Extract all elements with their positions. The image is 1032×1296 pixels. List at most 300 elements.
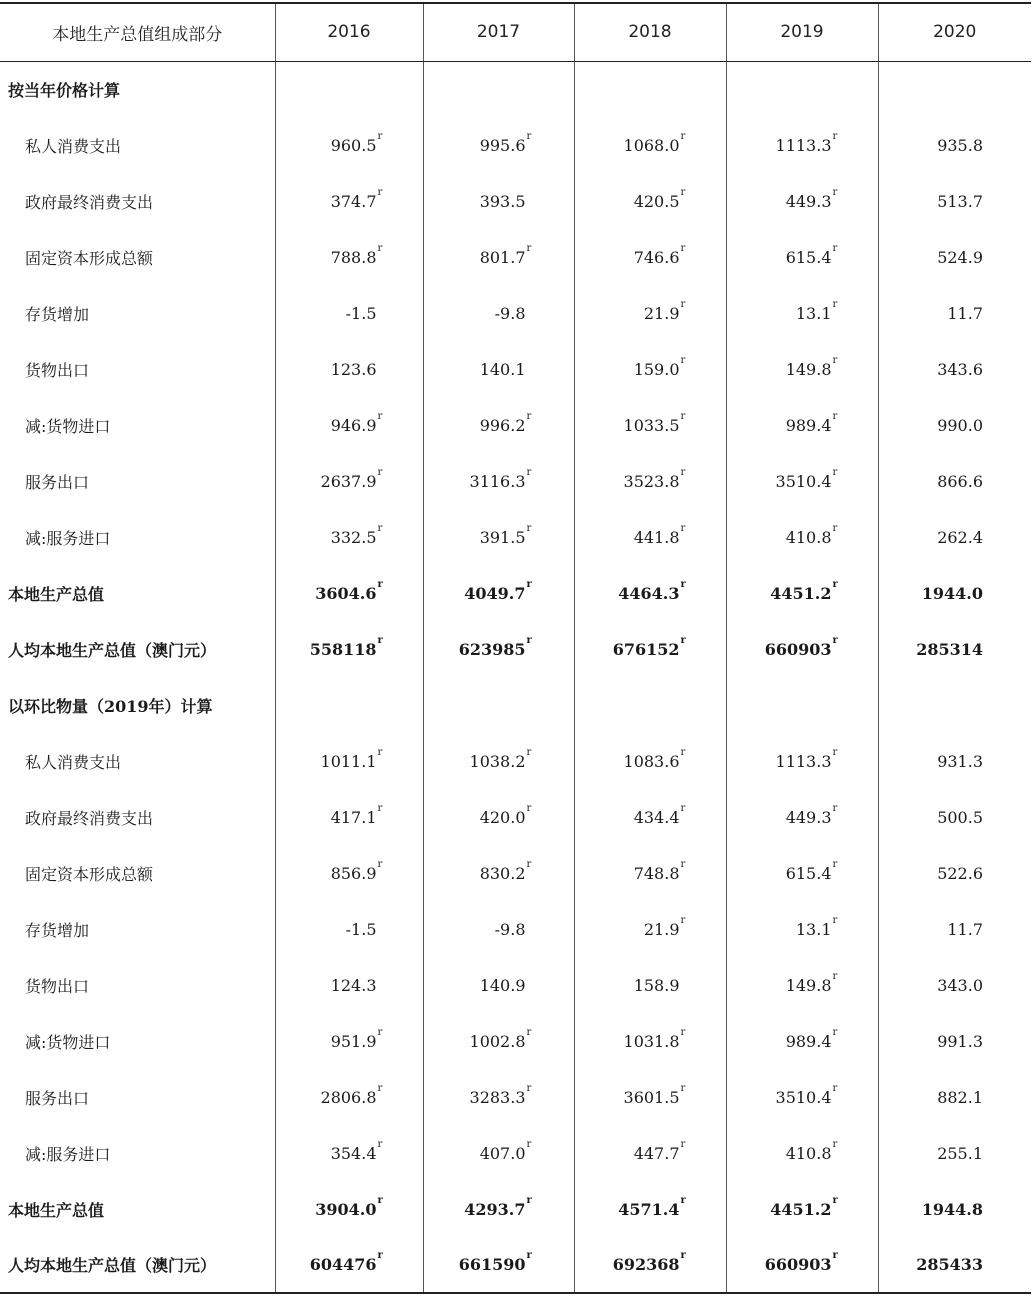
value-cell xyxy=(878,1125,1031,1181)
header-year: 2017 xyxy=(423,3,574,61)
revised-mark: r xyxy=(832,970,838,982)
value-cell xyxy=(423,453,574,509)
value-wrap xyxy=(346,920,377,939)
cell-value: 3601.5 xyxy=(623,1087,680,1107)
row-label: 减:货物进口 xyxy=(0,1013,275,1069)
value-wrap xyxy=(937,528,983,547)
value-cell xyxy=(726,621,878,677)
value-wrap xyxy=(785,970,838,995)
value-wrap xyxy=(937,472,983,491)
revised-mark: r xyxy=(832,1194,838,1206)
value-cell xyxy=(726,117,878,173)
cell-value: 3510.4 xyxy=(775,471,832,491)
value-cell xyxy=(726,285,878,341)
cell-value: 1944.0 xyxy=(921,583,983,603)
revised-mark: r xyxy=(680,858,686,870)
revised-mark: r xyxy=(526,1194,532,1206)
cell-value: 123.6 xyxy=(330,359,377,379)
value-cell xyxy=(423,285,574,341)
revised-mark: r xyxy=(377,1026,383,1038)
header-row xyxy=(0,3,1031,61)
value-cell xyxy=(423,901,574,957)
value-cell xyxy=(574,1013,726,1069)
value-cell xyxy=(878,957,1031,1013)
cell-value: 262.4 xyxy=(937,527,983,547)
value-wrap xyxy=(633,242,686,267)
value-cell xyxy=(726,1013,878,1069)
cell-value: 558118 xyxy=(309,639,377,659)
value-cell xyxy=(574,901,726,957)
revised-mark: r xyxy=(680,578,686,590)
value-cell xyxy=(726,1237,878,1293)
value-wrap xyxy=(469,1026,532,1051)
value-wrap xyxy=(330,802,383,827)
value-cell xyxy=(726,733,878,789)
revised-mark: r xyxy=(832,1082,838,1094)
revised-mark: r xyxy=(680,1082,686,1094)
cell-value: 2806.8 xyxy=(320,1087,377,1107)
value-wrap xyxy=(775,466,838,491)
revised-mark: r xyxy=(680,1194,686,1206)
cell-value: 255.1 xyxy=(937,1143,983,1163)
cell-value: 991.3 xyxy=(937,1031,983,1051)
value-cell xyxy=(726,845,878,901)
row-label: 固定资本形成总额 xyxy=(0,845,275,901)
cell-value: 524.9 xyxy=(937,247,983,267)
value-cell xyxy=(423,1125,574,1181)
row-label: 减:服务进口 xyxy=(0,1125,275,1181)
cell-value: 3510.4 xyxy=(775,1087,832,1107)
value-wrap xyxy=(320,1082,383,1107)
value-cell xyxy=(275,1125,423,1181)
table-row xyxy=(0,901,1031,957)
value-cell xyxy=(574,1237,726,1293)
cell-value: 4293.7 xyxy=(464,1199,526,1219)
revised-mark: r xyxy=(680,1138,686,1150)
value-cell xyxy=(423,789,574,845)
value-cell xyxy=(275,1237,423,1293)
cell-value: 1031.8 xyxy=(623,1031,680,1051)
value-cell xyxy=(574,845,726,901)
value-wrap xyxy=(937,416,983,435)
value-cell xyxy=(878,1181,1031,1237)
revised-mark: r xyxy=(680,522,686,534)
total-row xyxy=(0,621,1031,677)
value-cell xyxy=(726,61,878,117)
revised-mark: r xyxy=(526,1026,532,1038)
revised-mark: r xyxy=(377,130,383,142)
cell-value: 676152 xyxy=(612,639,680,659)
cell-value: 393.5 xyxy=(479,191,526,211)
cell-value: 788.8 xyxy=(330,247,377,267)
value-cell xyxy=(574,957,726,1013)
value-cell xyxy=(726,1181,878,1237)
value-cell xyxy=(878,901,1031,957)
value-wrap xyxy=(330,410,383,435)
revised-mark: r xyxy=(832,242,838,254)
value-cell xyxy=(878,1013,1031,1069)
cell-value: 746.6 xyxy=(633,247,680,267)
value-cell xyxy=(574,1181,726,1237)
value-cell xyxy=(726,509,878,565)
cell-value: -9.8 xyxy=(494,303,526,323)
value-wrap xyxy=(785,242,838,267)
value-cell xyxy=(275,453,423,509)
row-label: 固定资本形成总额 xyxy=(0,229,275,285)
value-wrap xyxy=(618,1194,686,1219)
value-cell xyxy=(878,621,1031,677)
value-cell xyxy=(878,397,1031,453)
cell-value: 866.6 xyxy=(937,471,983,491)
value-cell xyxy=(878,117,1031,173)
value-cell xyxy=(275,1069,423,1125)
value-wrap xyxy=(633,522,686,547)
cell-value: 3116.3 xyxy=(469,471,526,491)
value-cell xyxy=(423,621,574,677)
value-wrap xyxy=(937,864,983,883)
revised-mark: r xyxy=(680,354,686,366)
value-wrap xyxy=(785,522,838,547)
table-row xyxy=(0,733,1031,789)
revised-mark: r xyxy=(680,634,686,646)
value-cell xyxy=(423,61,574,117)
revised-mark: r xyxy=(680,410,686,422)
revised-mark: r xyxy=(832,466,838,478)
table-row xyxy=(0,117,1031,173)
value-cell xyxy=(275,173,423,229)
cell-value: 989.4 xyxy=(785,1031,832,1051)
value-wrap xyxy=(633,802,686,827)
table-row xyxy=(0,397,1031,453)
cell-value: 615.4 xyxy=(785,247,832,267)
value-cell xyxy=(878,789,1031,845)
row-label: 私人消费支出 xyxy=(0,733,275,789)
revised-mark: r xyxy=(377,186,383,198)
value-cell xyxy=(878,733,1031,789)
revised-mark: r xyxy=(832,1138,838,1150)
header-year: 2016 xyxy=(275,3,423,61)
value-cell xyxy=(878,845,1031,901)
value-cell xyxy=(878,341,1031,397)
value-wrap xyxy=(623,1082,686,1107)
value-wrap xyxy=(320,746,383,771)
revised-mark: r xyxy=(377,578,383,590)
revised-mark: r xyxy=(526,802,532,814)
revised-mark: r xyxy=(832,746,838,758)
row-label: 本地生产总值 xyxy=(0,565,275,621)
cell-value: 830.2 xyxy=(479,863,526,883)
value-cell xyxy=(726,229,878,285)
revised-mark: r xyxy=(680,298,686,310)
value-wrap xyxy=(479,242,532,267)
value-wrap xyxy=(480,360,526,379)
cell-value: 285314 xyxy=(916,639,983,659)
value-cell xyxy=(275,341,423,397)
section-row xyxy=(0,61,1031,117)
value-wrap xyxy=(623,746,686,771)
row-label: 私人消费支出 xyxy=(0,117,275,173)
value-wrap xyxy=(633,858,686,883)
value-cell xyxy=(726,677,878,733)
value-wrap xyxy=(309,634,383,659)
revised-mark: r xyxy=(526,634,532,646)
value-wrap xyxy=(633,354,686,379)
value-wrap xyxy=(623,466,686,491)
cell-value: 407.0 xyxy=(479,1143,526,1163)
table-row xyxy=(0,229,1031,285)
value-wrap xyxy=(479,1138,532,1163)
row-label: 以环比物量（2019年）计算 xyxy=(0,677,275,733)
value-wrap xyxy=(469,466,532,491)
value-cell xyxy=(275,1013,423,1069)
value-cell xyxy=(423,733,574,789)
revised-mark: r xyxy=(832,130,838,142)
revised-mark: r xyxy=(377,1194,383,1206)
cell-value: 3904.0 xyxy=(315,1199,377,1219)
revised-mark: r xyxy=(680,1250,686,1261)
value-wrap xyxy=(785,186,838,211)
revised-mark: r xyxy=(832,578,838,590)
value-wrap xyxy=(458,634,532,659)
revised-mark: r xyxy=(526,858,532,870)
value-cell xyxy=(574,285,726,341)
value-wrap xyxy=(633,1138,686,1163)
total-row xyxy=(0,1237,1031,1293)
value-wrap xyxy=(331,976,377,995)
value-cell xyxy=(423,1237,574,1293)
cell-value: 946.9 xyxy=(330,415,377,435)
value-cell xyxy=(423,173,574,229)
revised-mark: r xyxy=(832,410,838,422)
cell-value: 3604.6 xyxy=(315,583,377,603)
value-wrap xyxy=(633,186,686,211)
value-cell xyxy=(574,677,726,733)
revised-mark: r xyxy=(680,186,686,198)
header-year: 2020 xyxy=(878,3,1031,61)
cell-value: 660903 xyxy=(764,1255,832,1274)
value-wrap xyxy=(937,808,983,827)
cell-value: -1.5 xyxy=(345,919,377,939)
cell-value: 3523.8 xyxy=(623,471,680,491)
revised-mark: r xyxy=(377,634,383,646)
value-wrap xyxy=(479,802,532,827)
cell-value: 748.8 xyxy=(633,863,680,883)
revised-mark: r xyxy=(377,1138,383,1150)
revised-mark: r xyxy=(832,354,838,366)
revised-mark: r xyxy=(526,1082,532,1094)
value-wrap xyxy=(623,130,686,155)
revised-mark: r xyxy=(377,522,383,534)
value-cell xyxy=(275,509,423,565)
value-wrap xyxy=(623,1026,686,1051)
value-cell xyxy=(275,845,423,901)
revised-mark: r xyxy=(526,1138,532,1150)
cell-value: 149.8 xyxy=(785,975,832,995)
revised-mark: r xyxy=(680,802,686,814)
row-label: 货物出口 xyxy=(0,957,275,1013)
cell-value: 343.0 xyxy=(937,975,983,995)
cell-value: 417.1 xyxy=(330,807,377,827)
value-wrap xyxy=(479,522,532,547)
value-wrap xyxy=(330,1026,383,1051)
table-row xyxy=(0,341,1031,397)
value-wrap xyxy=(495,304,526,323)
value-wrap xyxy=(922,584,983,603)
row-label: 存货增加 xyxy=(0,901,275,957)
revised-mark: r xyxy=(680,914,686,926)
value-wrap xyxy=(764,634,838,659)
cell-value: 4571.4 xyxy=(618,1199,680,1219)
value-wrap xyxy=(479,858,532,883)
value-cell xyxy=(574,397,726,453)
table-row xyxy=(0,453,1031,509)
value-cell xyxy=(423,845,574,901)
cell-value: 513.7 xyxy=(937,191,983,211)
row-label: 服务出口 xyxy=(0,1069,275,1125)
value-cell xyxy=(275,397,423,453)
value-wrap xyxy=(937,752,983,771)
revised-mark: r xyxy=(680,746,686,758)
value-wrap xyxy=(775,1082,838,1107)
table-row xyxy=(0,1125,1031,1181)
value-cell xyxy=(275,677,423,733)
value-cell xyxy=(275,285,423,341)
value-cell xyxy=(574,733,726,789)
value-wrap xyxy=(331,360,377,379)
value-wrap xyxy=(612,1250,686,1274)
cell-value: -1.5 xyxy=(345,303,377,323)
revised-mark: r xyxy=(832,186,838,198)
row-label: 减:服务进口 xyxy=(0,509,275,565)
row-label: 服务出口 xyxy=(0,453,275,509)
value-wrap xyxy=(469,1082,532,1107)
cell-value: 21.9 xyxy=(643,303,680,323)
cell-value: 374.7 xyxy=(330,191,377,211)
value-wrap xyxy=(916,1255,983,1274)
row-label: 政府最终消费支出 xyxy=(0,789,275,845)
value-wrap xyxy=(785,410,838,435)
header-year: 2019 xyxy=(726,3,878,61)
value-wrap xyxy=(330,858,383,883)
value-cell xyxy=(574,117,726,173)
cell-value: 661590 xyxy=(458,1255,526,1274)
row-label: 减:货物进口 xyxy=(0,397,275,453)
value-wrap xyxy=(309,1250,383,1274)
cell-value: 420.0 xyxy=(479,807,526,827)
revised-mark: r xyxy=(680,130,686,142)
cell-value: 615.4 xyxy=(785,863,832,883)
cell-value: 1033.5 xyxy=(623,415,680,435)
header-label-col: 本地生产总值组成部分 xyxy=(0,3,275,61)
cell-value: 420.5 xyxy=(633,191,680,211)
value-wrap xyxy=(785,858,838,883)
value-wrap xyxy=(937,1088,983,1107)
row-label: 按当年价格计算 xyxy=(0,61,275,117)
cell-value: 3283.3 xyxy=(469,1087,526,1107)
revised-mark: r xyxy=(526,410,532,422)
value-wrap xyxy=(480,192,526,211)
cell-value: 13.1 xyxy=(795,919,832,939)
revised-mark: r xyxy=(526,242,532,254)
value-cell xyxy=(423,1181,574,1237)
cell-value: 1011.1 xyxy=(320,751,377,771)
value-wrap xyxy=(618,578,686,603)
revised-mark: r xyxy=(526,578,532,590)
value-cell xyxy=(275,565,423,621)
table-row xyxy=(0,173,1031,229)
cell-value: 140.1 xyxy=(479,359,526,379)
value-cell xyxy=(275,789,423,845)
cell-value: 989.4 xyxy=(785,415,832,435)
section-row xyxy=(0,677,1031,733)
total-row xyxy=(0,565,1031,621)
value-cell xyxy=(726,1125,878,1181)
value-cell xyxy=(878,453,1031,509)
cell-value: 1113.3 xyxy=(775,751,832,771)
value-wrap xyxy=(937,1032,983,1051)
value-cell xyxy=(878,565,1031,621)
cell-value: 2637.9 xyxy=(320,471,377,491)
value-cell xyxy=(574,1069,726,1125)
revised-mark: r xyxy=(377,746,383,758)
revised-mark: r xyxy=(832,1250,838,1261)
value-cell xyxy=(878,229,1031,285)
row-label: 政府最终消费支出 xyxy=(0,173,275,229)
value-cell xyxy=(878,509,1031,565)
row-label: 本地生产总值 xyxy=(0,1181,275,1237)
revised-mark: r xyxy=(377,802,383,814)
value-wrap xyxy=(330,242,383,267)
value-wrap xyxy=(937,976,983,995)
table-row xyxy=(0,1013,1031,1069)
value-cell xyxy=(726,565,878,621)
row-label: 人均本地生产总值（澳门元） xyxy=(0,1237,275,1293)
value-cell xyxy=(423,565,574,621)
cell-value: 391.5 xyxy=(479,527,526,547)
cell-value: 660903 xyxy=(764,639,832,659)
value-wrap xyxy=(922,1200,983,1219)
cell-value: 410.8 xyxy=(785,527,832,547)
value-cell xyxy=(574,341,726,397)
cell-value: 935.8 xyxy=(937,135,983,155)
value-cell xyxy=(275,733,423,789)
value-wrap xyxy=(947,920,983,939)
table-row xyxy=(0,957,1031,1013)
cell-value: 4049.7 xyxy=(464,583,526,603)
cell-value: 500.5 xyxy=(937,807,983,827)
value-wrap xyxy=(495,920,526,939)
value-cell xyxy=(726,453,878,509)
cell-value: 996.2 xyxy=(479,415,526,435)
cell-value: 4451.2 xyxy=(770,1199,832,1219)
revised-mark: r xyxy=(832,1026,838,1038)
cell-value: 801.7 xyxy=(479,247,526,267)
value-cell xyxy=(574,61,726,117)
value-cell xyxy=(275,229,423,285)
value-wrap xyxy=(795,298,838,323)
cell-value: 882.1 xyxy=(937,1087,983,1107)
revised-mark: r xyxy=(526,746,532,758)
cell-value: 159.0 xyxy=(633,359,680,379)
cell-value: 951.9 xyxy=(330,1031,377,1051)
revised-mark: r xyxy=(377,242,383,254)
value-cell xyxy=(423,397,574,453)
value-wrap xyxy=(785,354,838,379)
value-wrap xyxy=(775,746,838,771)
cell-value: 149.8 xyxy=(785,359,832,379)
value-cell xyxy=(423,1069,574,1125)
value-wrap xyxy=(612,634,686,659)
